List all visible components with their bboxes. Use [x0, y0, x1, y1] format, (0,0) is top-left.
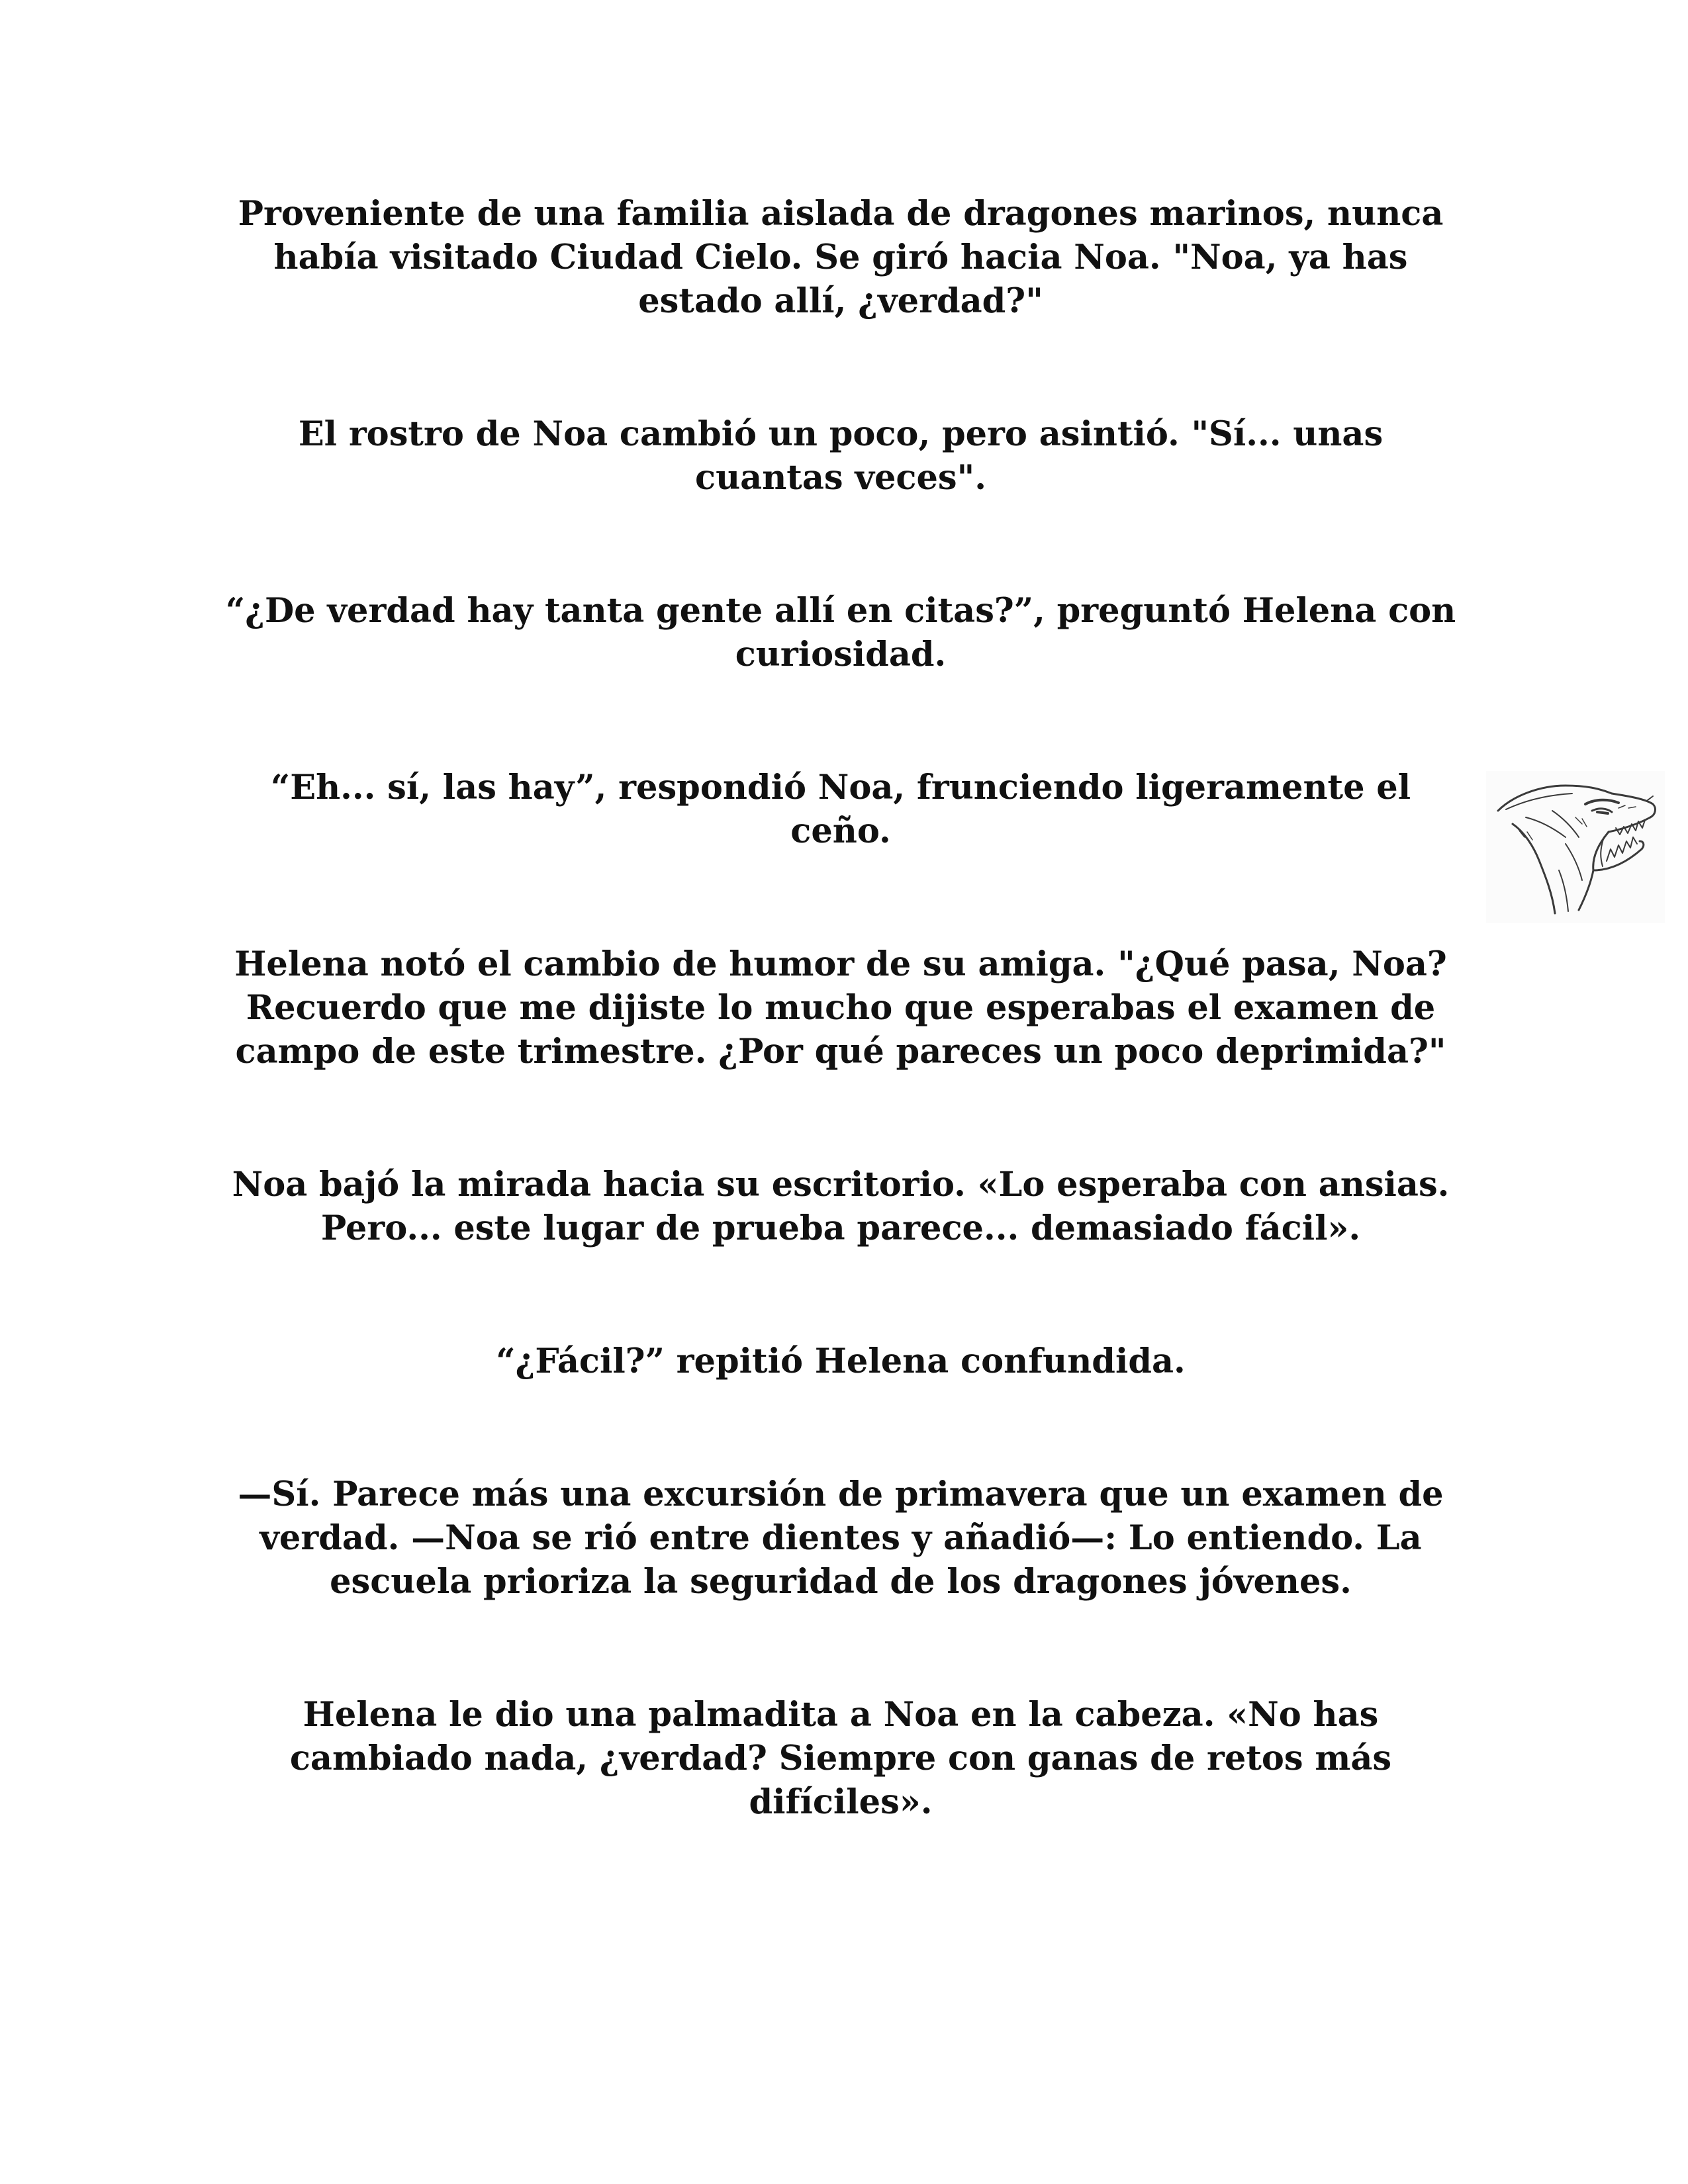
paragraph-8: —Sí. Parece más una excursión de primavera que un examen de verdad. —Noa se rió entre dientes y añadió—: Lo entiendo. La escuela prioriza la seguridad de los dragones jóvenes.	[238, 1475, 1444, 1602]
paragraph-5: Helena notó el cambio de humor de su amiga. "¿Qué pasa, Noa? Recuerdo que me dijiste lo mucho que esperabas el examen de campo de este trimestre. ¿Por qué pareces un poco deprimida?"	[234, 944, 1447, 1071]
story-text	[225, 192, 1456, 1824]
paragraph-9: Helena le dio una palmadita a Noa en la cabeza. «No has cambiado nada, ¿verdad? Siempre con ganas de retos más difíciles».	[289, 1695, 1392, 1822]
paragraph-7: “¿Fácil?” repitió Helena confundida.	[496, 1342, 1186, 1381]
paragraph-4: “Eh... sí, las hay”, respondió Noa, frunciendo ligeramente el ceño.	[270, 768, 1411, 851]
paragraph-1: Proveniente de una familia aislada de dragones marinos, nunca había visitado Ciudad Cielo. Se giró hacia Noa. "Noa, ya has estado allí, ¿verdad?"	[238, 194, 1444, 321]
paragraph-3: “¿De verdad hay tanta gente allí en citas?”, preguntó Helena con curiosidad.	[225, 591, 1456, 674]
paragraph-2: El rostro de Noa cambió un poco, pero asintió. "Sí... unas cuantas veces".	[298, 414, 1383, 498]
paragraph-6: Noa bajó la mirada hacia su escritorio. «Lo esperaba con ansias. Pero... este lugar de prueba parece... demasiado fácil».	[232, 1165, 1450, 1248]
dinosaur-head-sketch-icon	[1486, 771, 1665, 923]
